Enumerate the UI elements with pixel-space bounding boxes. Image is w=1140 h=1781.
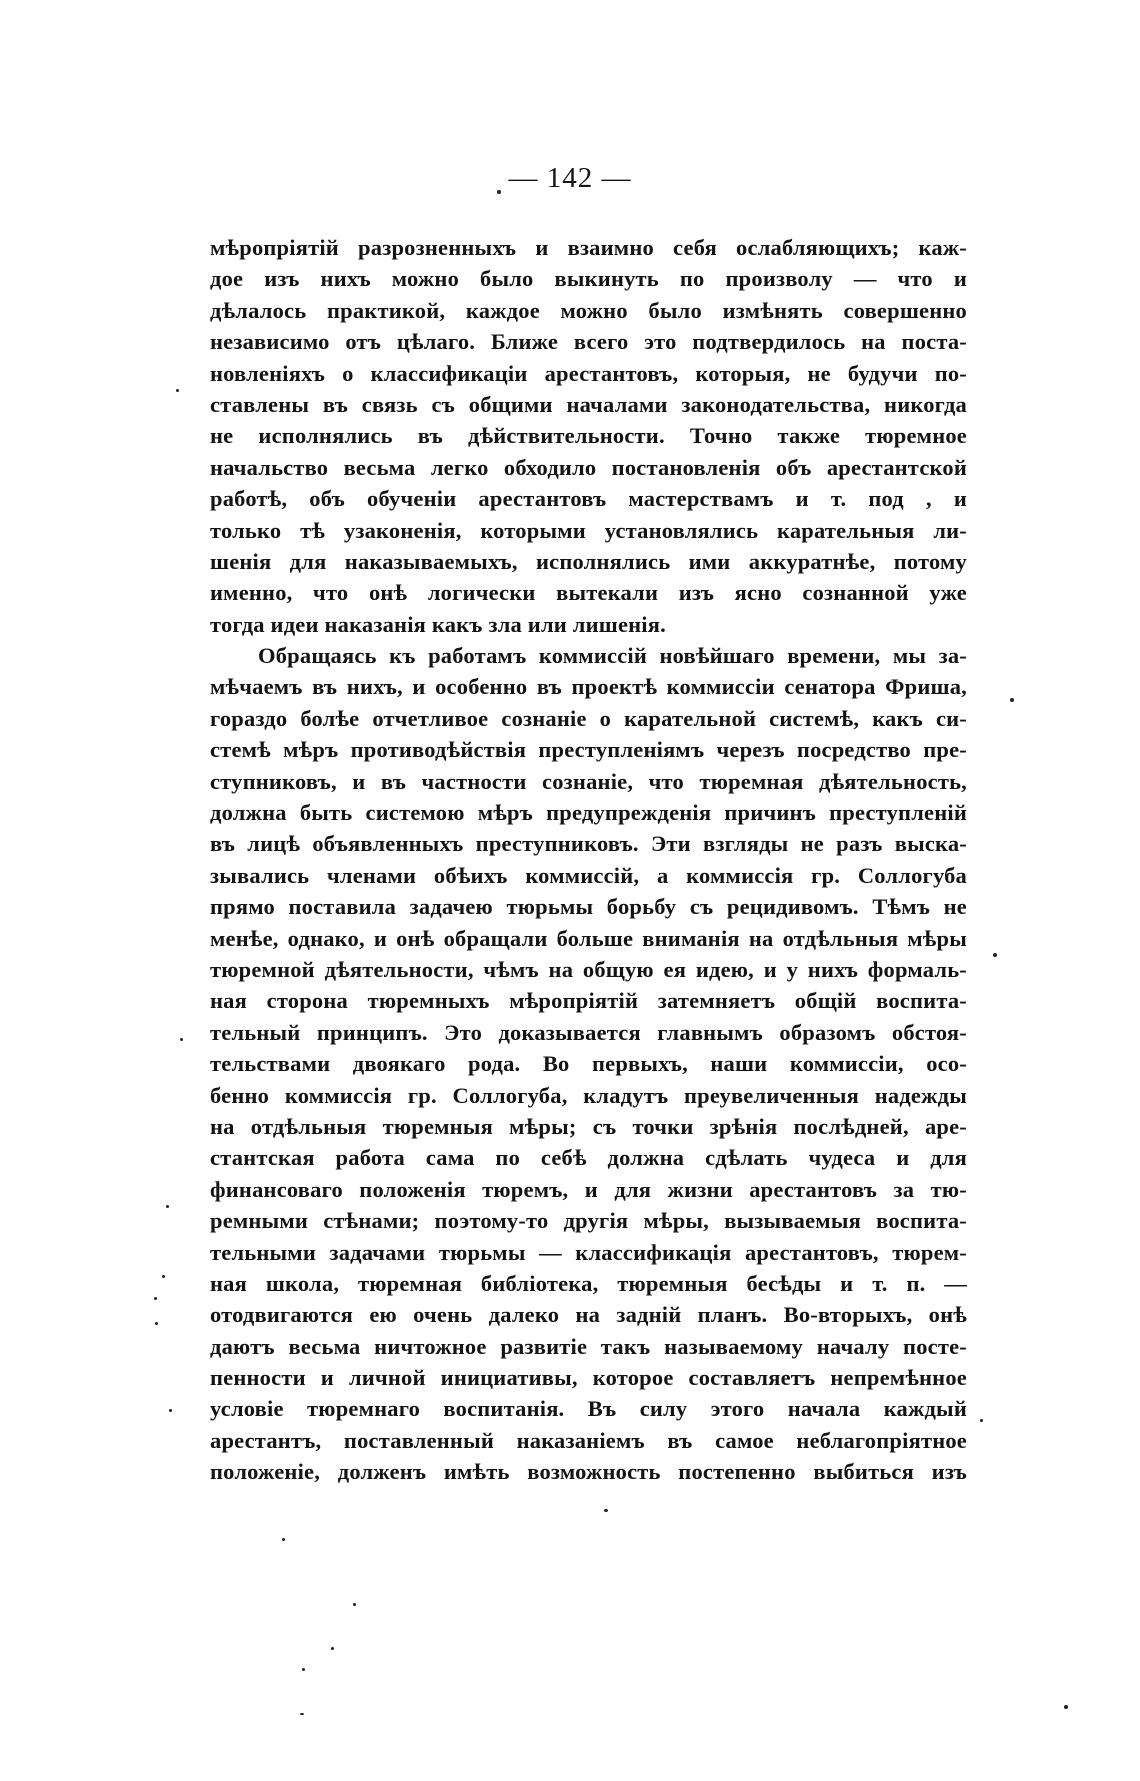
text-line: тельными задачами тюрьмы — классификація арестантовъ, тюрем- xyxy=(210,1239,967,1265)
text-line: на отдѣльныя тюремныя мѣры; съ точки зрѣнія послѣдней, аре- xyxy=(210,1113,967,1139)
page-number: — 142 — xyxy=(508,162,632,194)
text-line: дѣлалось практикой, каждое можно было измѣнять совершенно xyxy=(210,297,967,323)
text-line: ставлены въ связь съ общими началами законодательства, никогда xyxy=(210,391,967,417)
text-line: ная школа, тюремная библіотека, тюремныя бесѣды и т. п. — xyxy=(210,1270,967,1296)
text-line: должна быть системою мѣръ предупрежденія причинъ преступленій xyxy=(210,800,967,826)
scan-speck xyxy=(300,1713,304,1715)
text-line: тюремной дѣятельности, чѣмъ на общую ея идею, и у нихъ формаль- xyxy=(210,956,967,982)
text-line: ная сторона тюремныхъ мѣропріятій затемняетъ общій воспита- xyxy=(210,988,967,1014)
text-line: начальство весьма легко обходило постановленія объ арестантской xyxy=(210,454,967,480)
text-line: пенности и личной инициативы, которое составляетъ непремѣнное xyxy=(210,1365,967,1391)
text-line: работѣ, объ обученіи арестантовъ мастерствамъ и т. под , и xyxy=(210,486,967,512)
text-line: новленіяхъ о классификаціи арестантовъ, которыя, не будучи по- xyxy=(210,360,967,386)
scan-speck xyxy=(155,1322,158,1325)
scan-speck xyxy=(180,1038,183,1041)
text-line: зывались членами обѣихъ коммиссій, а коммиссія гр. Соллогуба xyxy=(210,862,967,888)
scan-speck xyxy=(1010,698,1014,702)
text-line: прямо поставила задачею тюрьмы борьбу съ рецидивомъ. Тѣмъ не xyxy=(210,894,967,920)
scan-speck xyxy=(497,190,501,194)
scan-speck xyxy=(176,389,179,392)
scan-speck xyxy=(353,1603,356,1606)
text-line: въ лицѣ объявленныхъ преступниковъ. Эти взгляды не разъ выска- xyxy=(210,831,967,857)
scan-speck xyxy=(154,1297,157,1300)
text-line: менѣе, однако, и онѣ обращали больше вниманія на отдѣльныя мѣры xyxy=(210,925,967,951)
text-line: шенія для наказываемыхъ, исполнялись ими аккуратнѣе, потому xyxy=(210,548,967,574)
text-line: мѣчаемъ въ нихъ, и особенно въ проектѣ коммиссіи сенатора Фриша, xyxy=(210,674,967,700)
text-line: стемѣ мѣръ противодѣйствія преступленіямъ черезъ посредство пре- xyxy=(210,737,967,763)
text-line: арестантъ, поставленный наказаніемъ въ самое неблагопріятное xyxy=(210,1427,967,1453)
text-line: тогда идеи наказанія какъ зла или лишенія. xyxy=(210,611,666,637)
text-line: гораздо болѣе отчетливое сознаніе о карательной системѣ, какъ си- xyxy=(210,705,967,731)
scan-speck xyxy=(1064,1705,1068,1709)
text-line: ремными стѣнами; поэтому-то другія мѣры, вызываемыя воспита- xyxy=(210,1208,967,1234)
text-line: условіе тюремнаго воспитанія. Въ силу этого начала каждый xyxy=(210,1396,967,1422)
text-line: финансоваго положенія тюремъ, и для жизни арестантовъ за тю- xyxy=(210,1176,967,1202)
text-line: бенно коммиссія гр. Соллогуба, кладутъ преувеличенныя надежды xyxy=(210,1082,967,1108)
scan-speck xyxy=(302,1668,305,1671)
scan-speck xyxy=(162,1275,165,1278)
text-line: даютъ весьма ничтожное развитіе такъ называемому началу посте- xyxy=(210,1333,967,1359)
scan-speck xyxy=(166,1205,169,1208)
scan-speck xyxy=(282,1538,285,1541)
body-text xyxy=(210,232,967,1488)
text-line: независимо отъ цѣлаго. Ближе всего это подтвердилось на поста- xyxy=(210,329,967,355)
scan-speck xyxy=(980,1419,983,1422)
text-line: именно, что онѣ логически вытекали изъ ясно сознанной уже xyxy=(210,580,967,606)
scan-speck xyxy=(604,1509,608,1512)
text-line: ступниковъ, и въ частности сознаніе, что тюремная дѣятельность, xyxy=(210,768,967,794)
text-line: стантская работа сама по себѣ должна сдѣлать чудеса и для xyxy=(210,1145,967,1171)
text-line: положеніе, долженъ имѣть возможность постепенно выбиться изъ xyxy=(210,1459,967,1485)
text-line: тельствами двоякаго рода. Во первыхъ, наши коммиссіи, осо- xyxy=(210,1051,967,1077)
text-line: тельный принципъ. Это доказывается главнымъ образомъ обстоя- xyxy=(210,1019,967,1045)
scan-speck xyxy=(331,1647,334,1650)
text-line: только тѣ узаконенія, которыми установлялись карательныя ли- xyxy=(210,517,967,543)
text-line: мѣропріятій разрозненныхъ и взаимно себя ослабляющихъ; каж- xyxy=(210,235,967,260)
text-line: отодвигаются ею очень далеко на задній планъ. Во-вторыхъ, онѣ xyxy=(210,1302,967,1328)
scan-speck xyxy=(169,1409,172,1412)
scan-speck xyxy=(993,953,997,957)
text-line: Обращаясь къ работамъ коммиссій новѣйшаго времени, мы за- xyxy=(258,643,967,669)
text-line: не исполнялись въ дѣйствительности. Точно также тюремное xyxy=(210,423,967,449)
text-line: дое изъ нихъ можно было выкинуть по произволу — что и xyxy=(210,266,967,292)
